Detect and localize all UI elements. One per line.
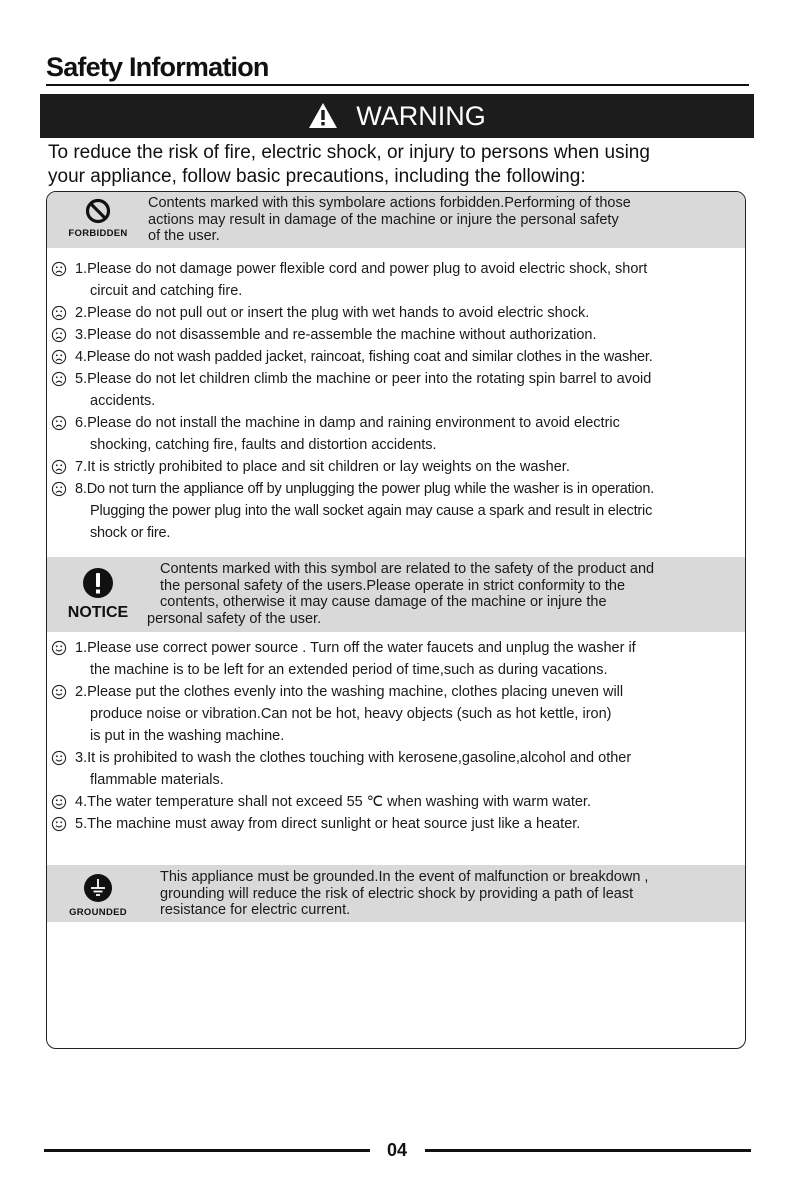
forbidden-list [47, 258, 745, 544]
sad-face-icon [51, 305, 67, 321]
intro-line: your appliance, follow basic precautions, including the following: [48, 166, 586, 187]
list-item [47, 302, 745, 324]
item-text: 3.It is prohibited to wash the clothes touching with kerosene,gasoline,alcohol and other [75, 750, 632, 766]
grounded-caption: GROUNDED [69, 907, 127, 918]
notice-caption: NOTICE [67, 604, 129, 621]
sad-face-icon [51, 481, 67, 497]
item-text: 4.Please do not wash padded jacket, raincoat, fishing coat and similar clothes in the washer. [75, 349, 653, 365]
smile-face-icon [51, 816, 67, 832]
footer-rule-right [425, 1149, 751, 1152]
smile-face-icon [51, 640, 67, 656]
grounded-description [160, 869, 648, 919]
smile-face-icon [51, 794, 67, 810]
item-text: 1.Please do not damage power flexible cord and power plug to avoid electric shock, short [75, 261, 648, 277]
item-text-cont: shocking, catching fire, faults and distortion accidents. [90, 437, 437, 453]
warning-label: WARNING [356, 100, 486, 131]
list-item [47, 324, 745, 346]
item-text: 5.The machine must away from direct sunlight or heat source just like a heater. [75, 816, 581, 832]
list-item [47, 791, 745, 813]
item-text-cont: shock or fire. [90, 525, 171, 541]
item-text-cont: accidents. [90, 393, 156, 409]
list-item [47, 258, 745, 302]
desc-line: personal safety of the user. [147, 610, 322, 627]
safety-box [46, 191, 746, 1049]
footer-rule-left [44, 1149, 370, 1152]
item-text: 4.The water temperature shall not exceed 55 ℃ when washing with warm water. [75, 794, 591, 810]
forbidden-description [148, 195, 631, 245]
list-item [47, 368, 745, 412]
list-item [47, 478, 745, 544]
list-item [47, 637, 745, 681]
title-underline [46, 84, 749, 86]
smile-face-icon [51, 684, 67, 700]
exclamation-icon [82, 567, 114, 599]
sad-face-icon [51, 261, 67, 277]
item-text: 7.It is strictly prohibited to place and sit children or lay weights on the washer. [75, 459, 570, 475]
item-text-cont: flammable materials. [90, 772, 224, 788]
item-text-cont: the machine is to be left for an extended period of time,such as during vacations. [90, 662, 608, 678]
grounded-header-band [47, 865, 745, 922]
forbidden-caption: FORBIDDEN [68, 228, 128, 239]
item-text: 2.Please do not pull out or insert the plug with wet hands to avoid electric shock. [75, 305, 590, 321]
sad-face-icon [51, 459, 67, 475]
intro-text [48, 141, 748, 189]
desc-line: of the user. [148, 228, 220, 244]
warning-triangle-icon [308, 102, 338, 129]
item-text: 1.Please use correct power source . Turn off the water faucets and unplug the washer if [75, 640, 636, 656]
list-item [47, 813, 745, 835]
page-title: Safety Information [46, 52, 269, 82]
warning-banner [40, 94, 754, 138]
smile-face-icon [51, 750, 67, 766]
grounded-symbol [63, 873, 133, 918]
desc-line: resistance for electric current. [160, 902, 351, 918]
item-text-cont: produce noise or vibration.Can not be hot, heavy objects (such as hot kettle, iron) [90, 706, 612, 722]
forbidden-header-band [47, 192, 745, 248]
notice-list [47, 637, 745, 835]
item-text-cont: is put in the washing machine. [90, 728, 285, 744]
forbidden-symbol [65, 198, 131, 239]
list-item [47, 747, 745, 791]
forbidden-icon [85, 198, 111, 224]
desc-line: This appliance must be grounded.In the event of malfunction or breakdown , [160, 869, 649, 885]
notice-description [147, 561, 655, 627]
list-item [47, 346, 745, 368]
desc-line: Contents marked with this symbolare actions forbidden.Performing of those [148, 195, 631, 211]
list-item [47, 456, 745, 478]
notice-header-band [47, 557, 745, 632]
item-text-cont: Plugging the power plug into the wall socket again may cause a spark and result in electric [90, 503, 653, 519]
item-text-cont: circuit and catching fire. [90, 283, 243, 299]
item-text: 8.Do not turn the appliance off by unplugging the power plug while the washer is in operation. [75, 481, 655, 497]
item-text: 6.Please do not install the machine in damp and raining environment to avoid electric [75, 415, 620, 431]
sad-face-icon [51, 349, 67, 365]
sad-face-icon [51, 327, 67, 343]
list-item [47, 681, 745, 747]
desc-line: the personal safety of the users.Please operate in strict conformity to the [160, 577, 626, 594]
intro-line: To reduce the risk of fire, electric shock, or injury to persons when using [48, 142, 650, 163]
page-number: 04 [386, 1140, 408, 1160]
desc-line: Contents marked with this symbol are related to the safety of the product and [160, 561, 655, 577]
item-text: 3.Please do not disassemble and re-assemble the machine without authorization. [75, 327, 597, 343]
sad-face-icon [51, 371, 67, 387]
ground-icon [83, 873, 113, 903]
desc-line: contents, otherwise it may cause damage of the machine or injure the [160, 594, 607, 610]
desc-line: actions may result in damage of the machine or injure the personal safety [148, 211, 619, 228]
list-item [47, 412, 745, 456]
sad-face-icon [51, 415, 67, 431]
desc-line: grounding will reduce the risk of electric shock by providing a path of least [160, 885, 634, 902]
item-text: 5.Please do not let children climb the machine or peer into the rotating spin barrel to avoid [75, 371, 652, 387]
item-text: 2.Please put the clothes evenly into the washing machine, clothes placing uneven will [75, 684, 624, 700]
notice-symbol [63, 567, 133, 622]
